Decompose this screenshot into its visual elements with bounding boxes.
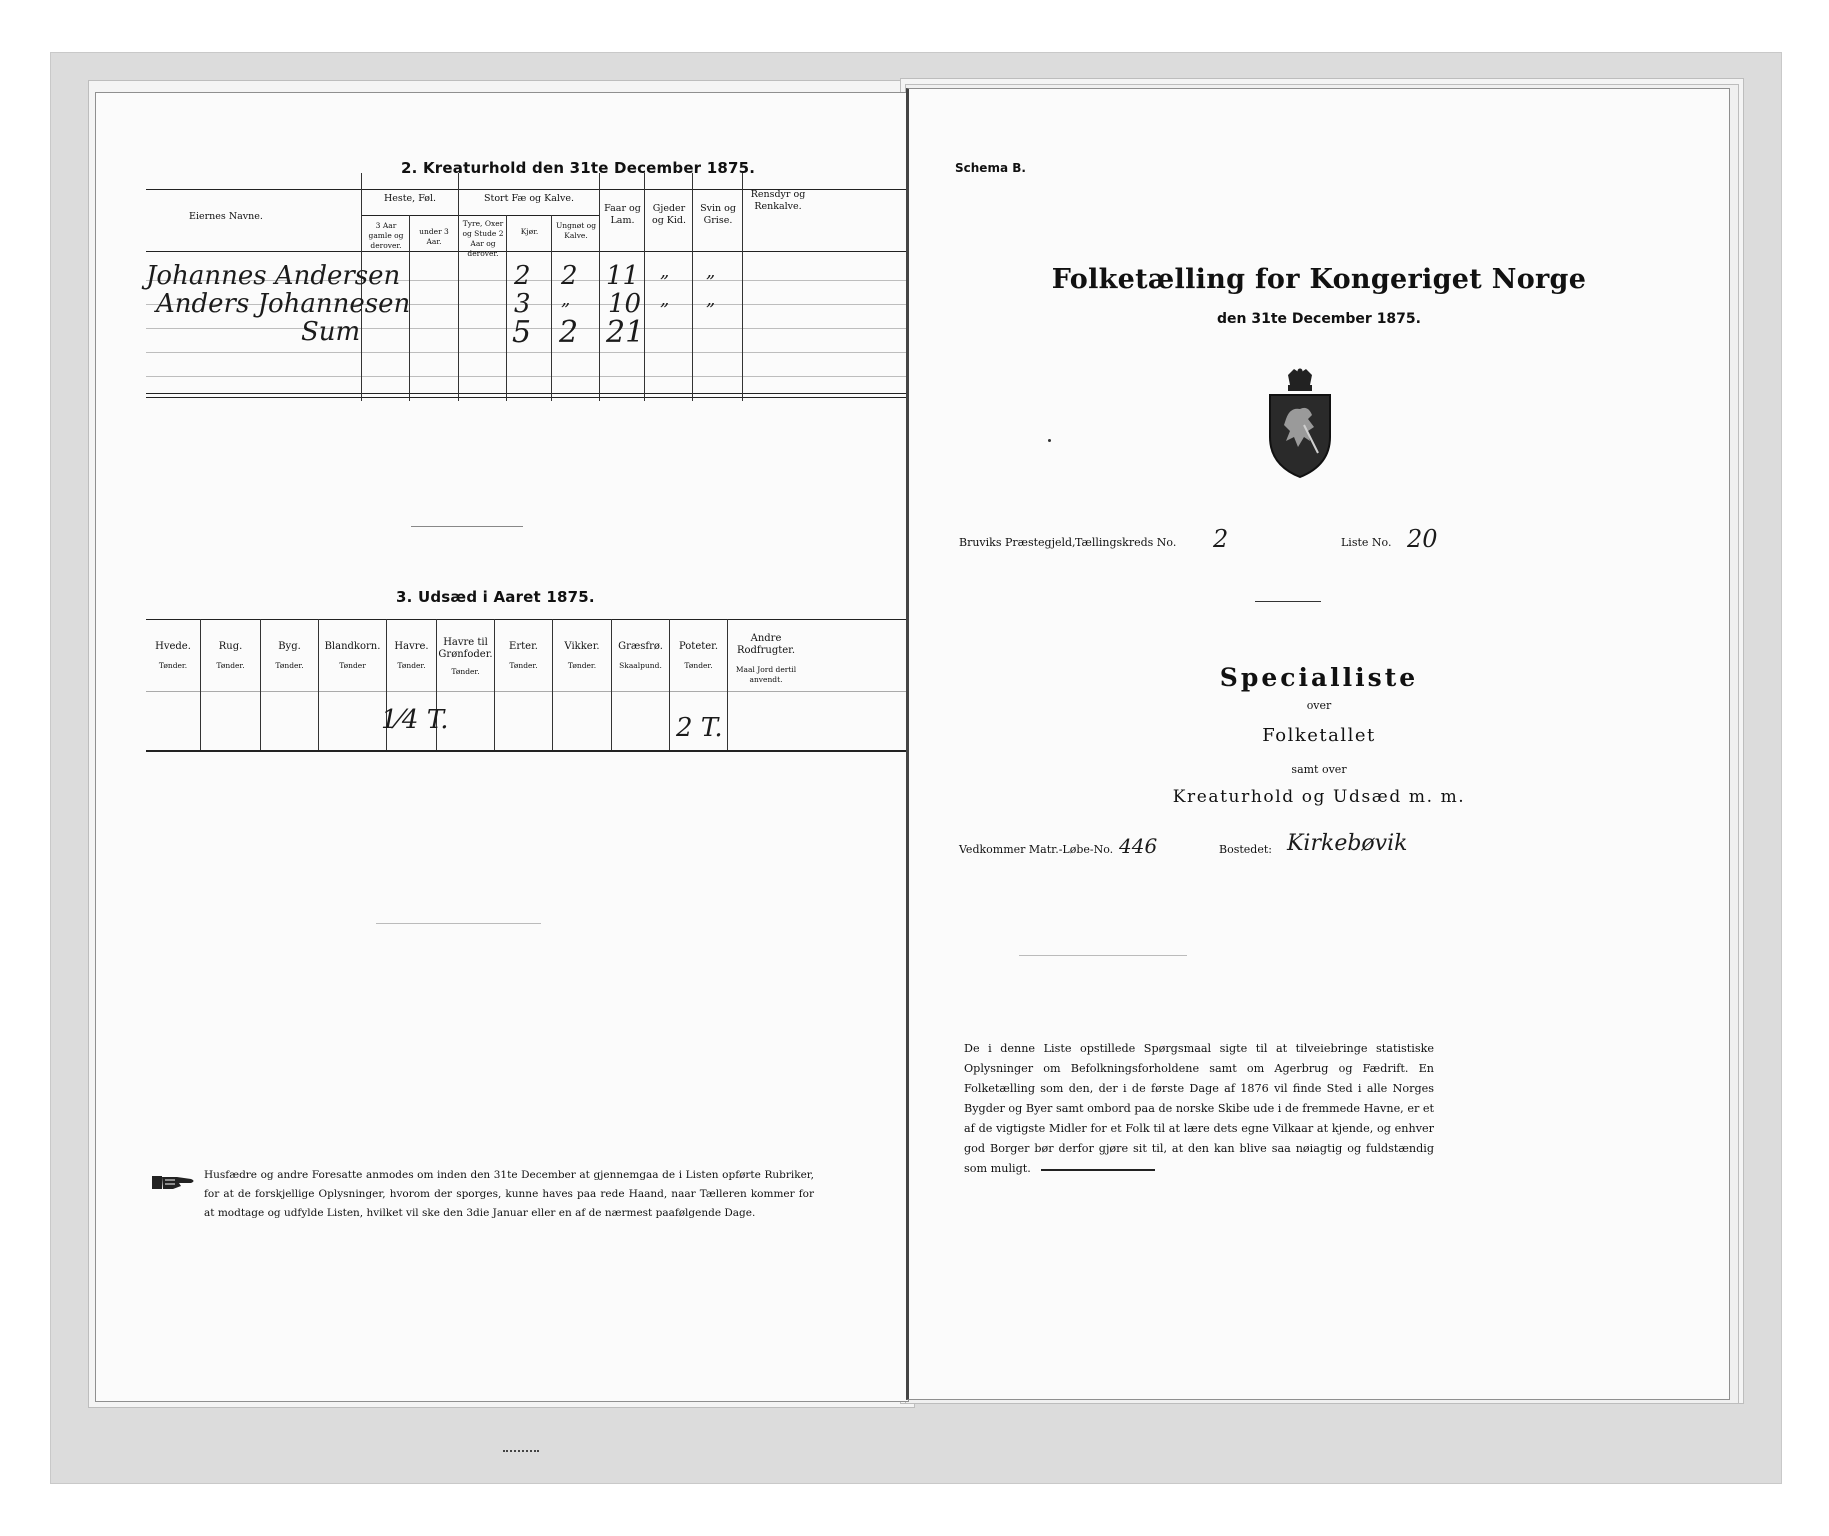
udsaed-unit-byg: Tønder. — [275, 661, 304, 670]
folketallet-heading: Folketallet — [1262, 725, 1376, 746]
table2-col-rule — [742, 173, 743, 401]
table3-col-rule — [494, 619, 495, 750]
row2-ungnot: „ — [561, 289, 571, 310]
row1-svin: „ — [706, 261, 716, 282]
table3-col-rule — [552, 619, 553, 750]
left-page — [95, 92, 909, 1402]
udsaed-col-andre-rodfrugter: Andre Rodfrugter. — [736, 633, 796, 656]
table3-col-rule — [200, 619, 201, 750]
row3-ungnot: 2 — [559, 315, 579, 350]
udsaed-unit-andre-rodfrugter: Maal Jord dertil anvendt. — [735, 665, 797, 684]
table3-col-rule — [669, 619, 670, 750]
col-faar-header: Faar og Lam. — [604, 203, 641, 226]
udsaed-col-rug: Rug. — [218, 641, 243, 652]
row2-faar: 10 — [608, 289, 642, 319]
ink-dot — [1048, 439, 1051, 442]
col-gjeder-header: Gjeder og Kid. — [651, 203, 687, 226]
table2-col-rule — [599, 173, 600, 401]
list-label: Liste No. — [1341, 536, 1392, 549]
udsaed-unit-havre: Tønder. — [397, 661, 426, 670]
udsaed-col-havre: Havre. — [394, 641, 429, 652]
row1-gjeder: „ — [660, 261, 670, 282]
udsaed-unit-vikker: Tønder. — [567, 661, 597, 670]
mid-rule — [1019, 955, 1187, 956]
table2-bottom-rule-2 — [146, 397, 908, 398]
col-heste-header: Heste, Føl. — [383, 193, 437, 204]
section3-title: 3. Udsæd i Aaret 1875. — [396, 588, 595, 606]
udsaed-col-erter: Erter. — [509, 641, 538, 652]
udsaed-unit-hvede: Tønder. — [158, 661, 188, 670]
col-svin-header: Svin og Grise. — [700, 203, 736, 226]
row3-kjor: 5 — [512, 315, 532, 350]
short-rule — [1255, 601, 1321, 602]
udsaed-unit-poteter: Tønder. — [684, 661, 713, 670]
over-text-1: over — [1306, 699, 1332, 712]
kreaturhold-heading: Kreaturhold og Udsæd m. m. — [1172, 787, 1466, 807]
table2-col-rule — [458, 173, 459, 401]
udsaed-havre-value: 1⁄4 T. — [381, 705, 449, 735]
schema-label: Schema B. — [955, 161, 1026, 175]
udsaed-unit-erter: Tønder. — [509, 661, 538, 670]
udsaed-col-havre-gronfoder: Havre til Grønfoder. — [438, 637, 493, 660]
udsaed-col-graesfro: Græsfrø. — [618, 641, 663, 652]
col-rensdyr-header: Rensdyr og Renkalve. — [750, 189, 806, 212]
specialliste-heading: Specialliste — [1219, 663, 1419, 692]
table2-col-rule — [644, 173, 645, 401]
table2-row-line — [146, 376, 908, 377]
row1-owner: Johannes Andersen — [146, 261, 401, 291]
col-fae-sub2: Kjør. — [520, 227, 539, 236]
row2-gjeder: „ — [660, 289, 670, 310]
row1-kjor: 2 — [514, 261, 531, 291]
table2-col-rule — [506, 215, 507, 401]
bottom-mark — [503, 1450, 539, 1452]
separator-rule — [411, 526, 523, 527]
right-page — [906, 88, 1730, 1400]
list-value: 20 — [1407, 525, 1438, 553]
lower-separator-rule — [376, 923, 541, 924]
row1-faar: 11 — [606, 261, 640, 291]
udsaed-col-vikker: Vikker. — [564, 641, 600, 652]
parish-label: Bruviks Præstegjeld, — [959, 536, 1076, 549]
table2-bottom-rule — [146, 393, 908, 394]
table2-col-rule — [692, 173, 693, 401]
udsaed-poteter-value: 2 T. — [676, 713, 723, 743]
col-stortfae-header: Stort Fæ og Kalve. — [484, 193, 574, 204]
census-title: Folketælling for Kongeriget Norge — [1051, 264, 1587, 295]
bosted-value: Kirkebøvik — [1287, 831, 1408, 856]
district-label: Tællingskreds No. — [1075, 536, 1177, 549]
col-owner-header: Eiernes Navne. — [189, 211, 263, 222]
end-rule — [1041, 1169, 1155, 1171]
district-value: 2 — [1213, 525, 1229, 553]
table2-header-rule — [146, 251, 908, 252]
row3-sum-label: Sum — [301, 317, 361, 347]
notice-paragraph: Husfædre og andre Foresatte anmodes om inden den 31te December at gjennemgaa de i Listen opførte Rubriker, for at de forskjellige Oplysninger, hvorom der sporges, kunne haves paa rede Haand, naar Tælleren kommer for at modtage og udfylde Listen, hvilket vil ske den 3die Januar eller en af de nærmest paafølgende Dage. — [204, 1169, 814, 1219]
col-heste-sub1: 3 Aar gamle og derover. — [368, 221, 404, 250]
section2-title: 2. Kreaturhold den 31te December 1875. — [401, 159, 756, 177]
udsaed-unit-graesfro: Skaalpund. — [619, 661, 662, 670]
row1-ungnot: 2 — [561, 261, 578, 291]
udsaed-col-hvede: Hvede. — [155, 641, 191, 652]
matr-label: Vedkommer Matr.-Løbe-No. — [959, 843, 1114, 856]
udsaed-unit-rug: Tønder. — [216, 661, 245, 670]
udsaed-col-poteter: Poteter. — [678, 641, 719, 652]
table3-col-rule — [611, 619, 612, 750]
row2-owner: Anders Johannesen — [156, 289, 411, 319]
table2-col-rule — [551, 215, 552, 401]
udsaed-col-blandkorn: Blandkorn. — [324, 641, 381, 652]
norway-coat-of-arms-icon — [1264, 367, 1336, 479]
row2-svin: „ — [706, 289, 716, 310]
bosted-label: Bostedet: — [1219, 843, 1272, 856]
census-date: den 31te December 1875. — [1217, 311, 1421, 327]
table3-bottom-rule — [146, 750, 908, 752]
col-fae-sub1: Tyre, Oxer og Stude 2 Aar og derover. — [462, 219, 504, 258]
samt-over-text: samt over — [1291, 763, 1347, 776]
info-paragraph: De i denne Liste opstillede Spørgsmaal sigte til at tilveiebringe statistiske Oplysninger om Befolkningsforholdene samt om Agerbrug og Fædrift. En Folketælling som den, der i de første Dage af 1876 vil finde Sted i alle Norges Bygder og Byer samt ombord paa de norske Skibe ude i de fremmede Havne, er et af de vigtigste Midler for et Folk til at lære dets egne Vilkaar at kjende, og enhver god Borger bør derfor gjøre sit til, at den kan blive saa nøiagtig og fuldstændig som muligt. — [964, 1042, 1434, 1175]
pointing-hand-icon — [151, 1171, 197, 1193]
table2-row-line — [146, 352, 908, 353]
row3-faar: 21 — [606, 315, 645, 350]
table2-subhead-rule — [361, 215, 599, 216]
matr-value: 446 — [1119, 834, 1158, 858]
table3-col-rule — [318, 619, 319, 750]
row2-kjor: 3 — [514, 289, 531, 319]
udsaed-col-byg: Byg. — [278, 641, 301, 652]
udsaed-unit-blandkorn: Tønder — [339, 661, 366, 670]
col-fae-sub3: Ungnøt og Kalve. — [555, 221, 596, 240]
table3-col-rule — [260, 619, 261, 750]
udsaed-unit-havre-gronfoder: Tønder. — [451, 667, 480, 676]
col-heste-sub2: under 3 Aar. — [419, 227, 449, 246]
